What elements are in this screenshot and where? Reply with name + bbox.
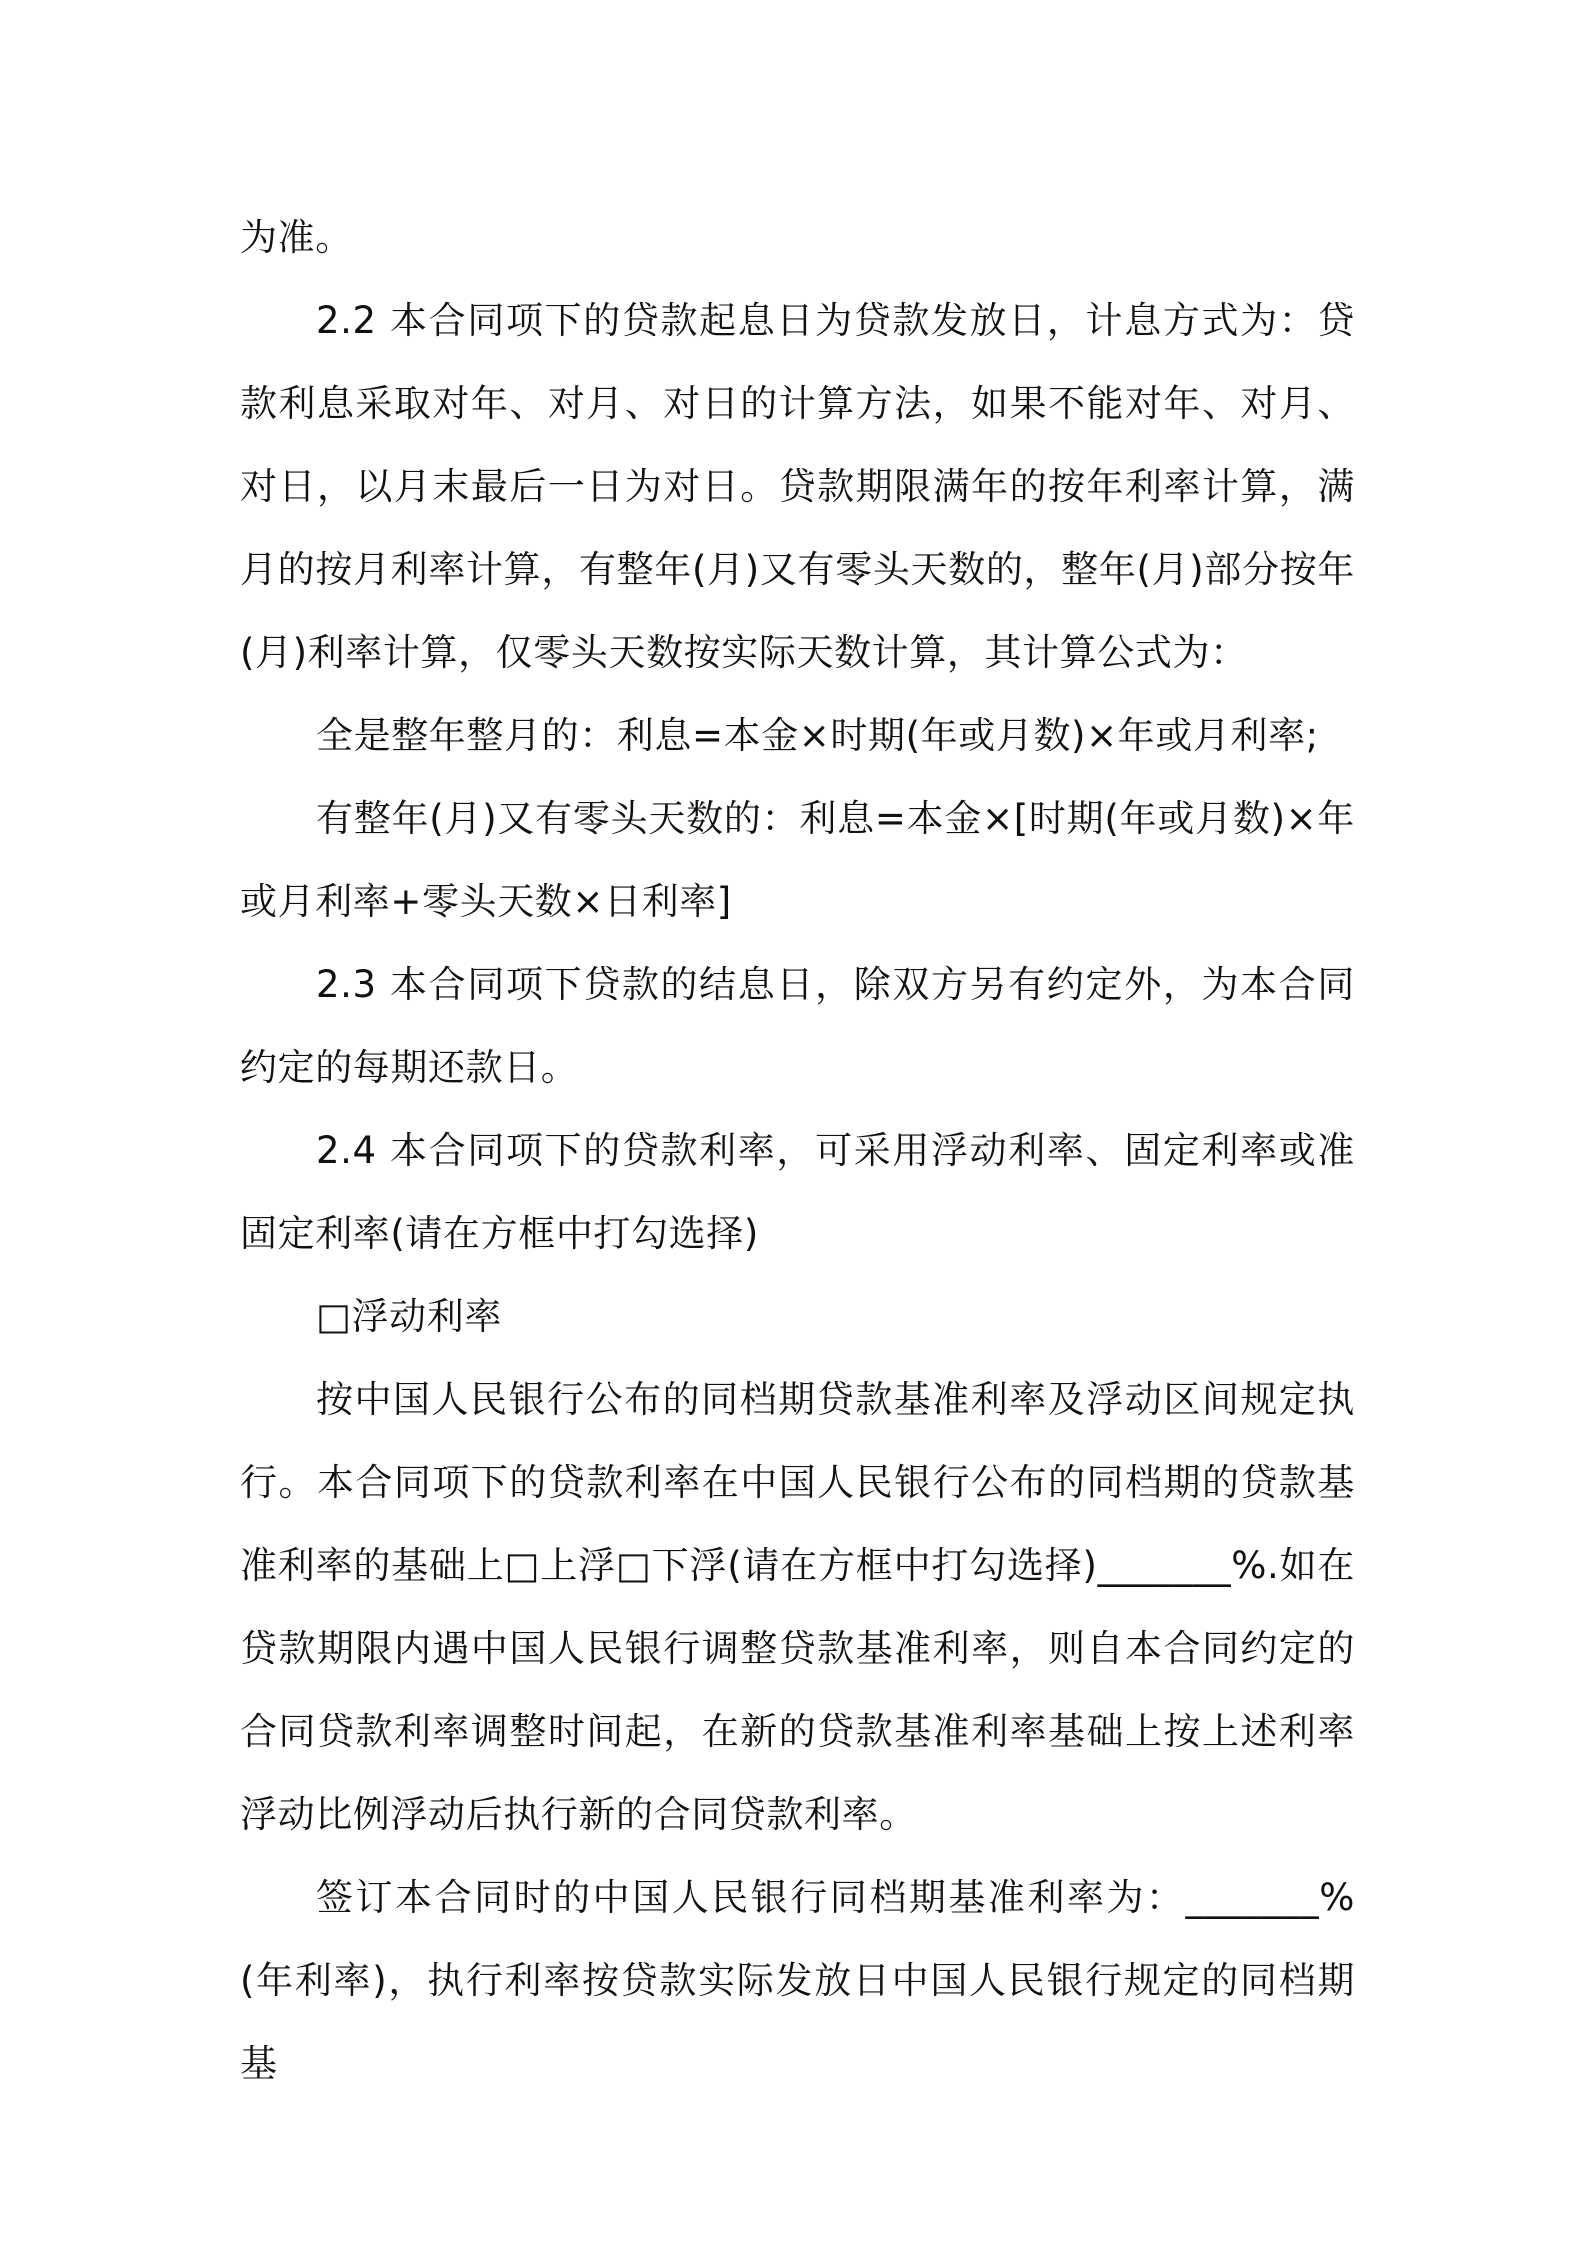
paragraph-continuation: 为准。: [240, 216, 353, 259]
clause-2-4-interest-rate-type: 2.4 本合同项下的贷款利率，可采用浮动利率、固定利率或准固定利率(请在方框中打勾选择): [240, 1129, 1355, 1255]
floating-rate-description: 按中国人民银行公布的同档期贷款基准利率及浮动区间规定执行。本合同项下的贷款利率在中国人民银行公布的同档期的贷款基准利率的基础上□上浮□下浮(请在方框中打勾选择)_______%.如在贷款期限内遇中国人民银行调整贷款基准利率，则自本合同约定的合同贷款利率调整时间起，在新的贷款基准利率基础上按上述利率浮动比例浮动后执行新的合同贷款利率。: [240, 1378, 1355, 1836]
clause-2-3-settlement-date: 2.3 本合同项下贷款的结息日，除双方另有约定外，为本合同约定的每期还款日。: [240, 963, 1355, 1089]
document-body: [240, 196, 1355, 2105]
formula-with-odd-days: 有整年(月)又有零头天数的：利息=本金×[时期(年或月数)×年或月利率+零头天数×日利率]: [240, 797, 1355, 923]
clause-2-2-interest-start: 2.2 本合同项下的贷款起息日为贷款发放日，计息方式为：贷款利息采取对年、对月、对日的计算方法，如果不能对年、对月、对日，以月末最后一日为对日。贷款期限满年的按年利率计算，满月的按月利率计算，有整年(月)又有零头天数的，整年(月)部分按年(月)利率计算，仅零头天数按实际天数计算，其计算公式为：: [240, 299, 1355, 674]
option-floating-rate: □浮动利率: [316, 1295, 502, 1338]
base-rate-at-signing: 签订本合同时的中国人民银行同档期基准利率为：_______%(年利率)，执行利率按贷款实际发放日中国人民银行规定的同档期基: [240, 1876, 1355, 2085]
formula-whole-years: 全是整年整月的：利息=本金×时期(年或月数)×年或月利率;: [316, 714, 1319, 757]
